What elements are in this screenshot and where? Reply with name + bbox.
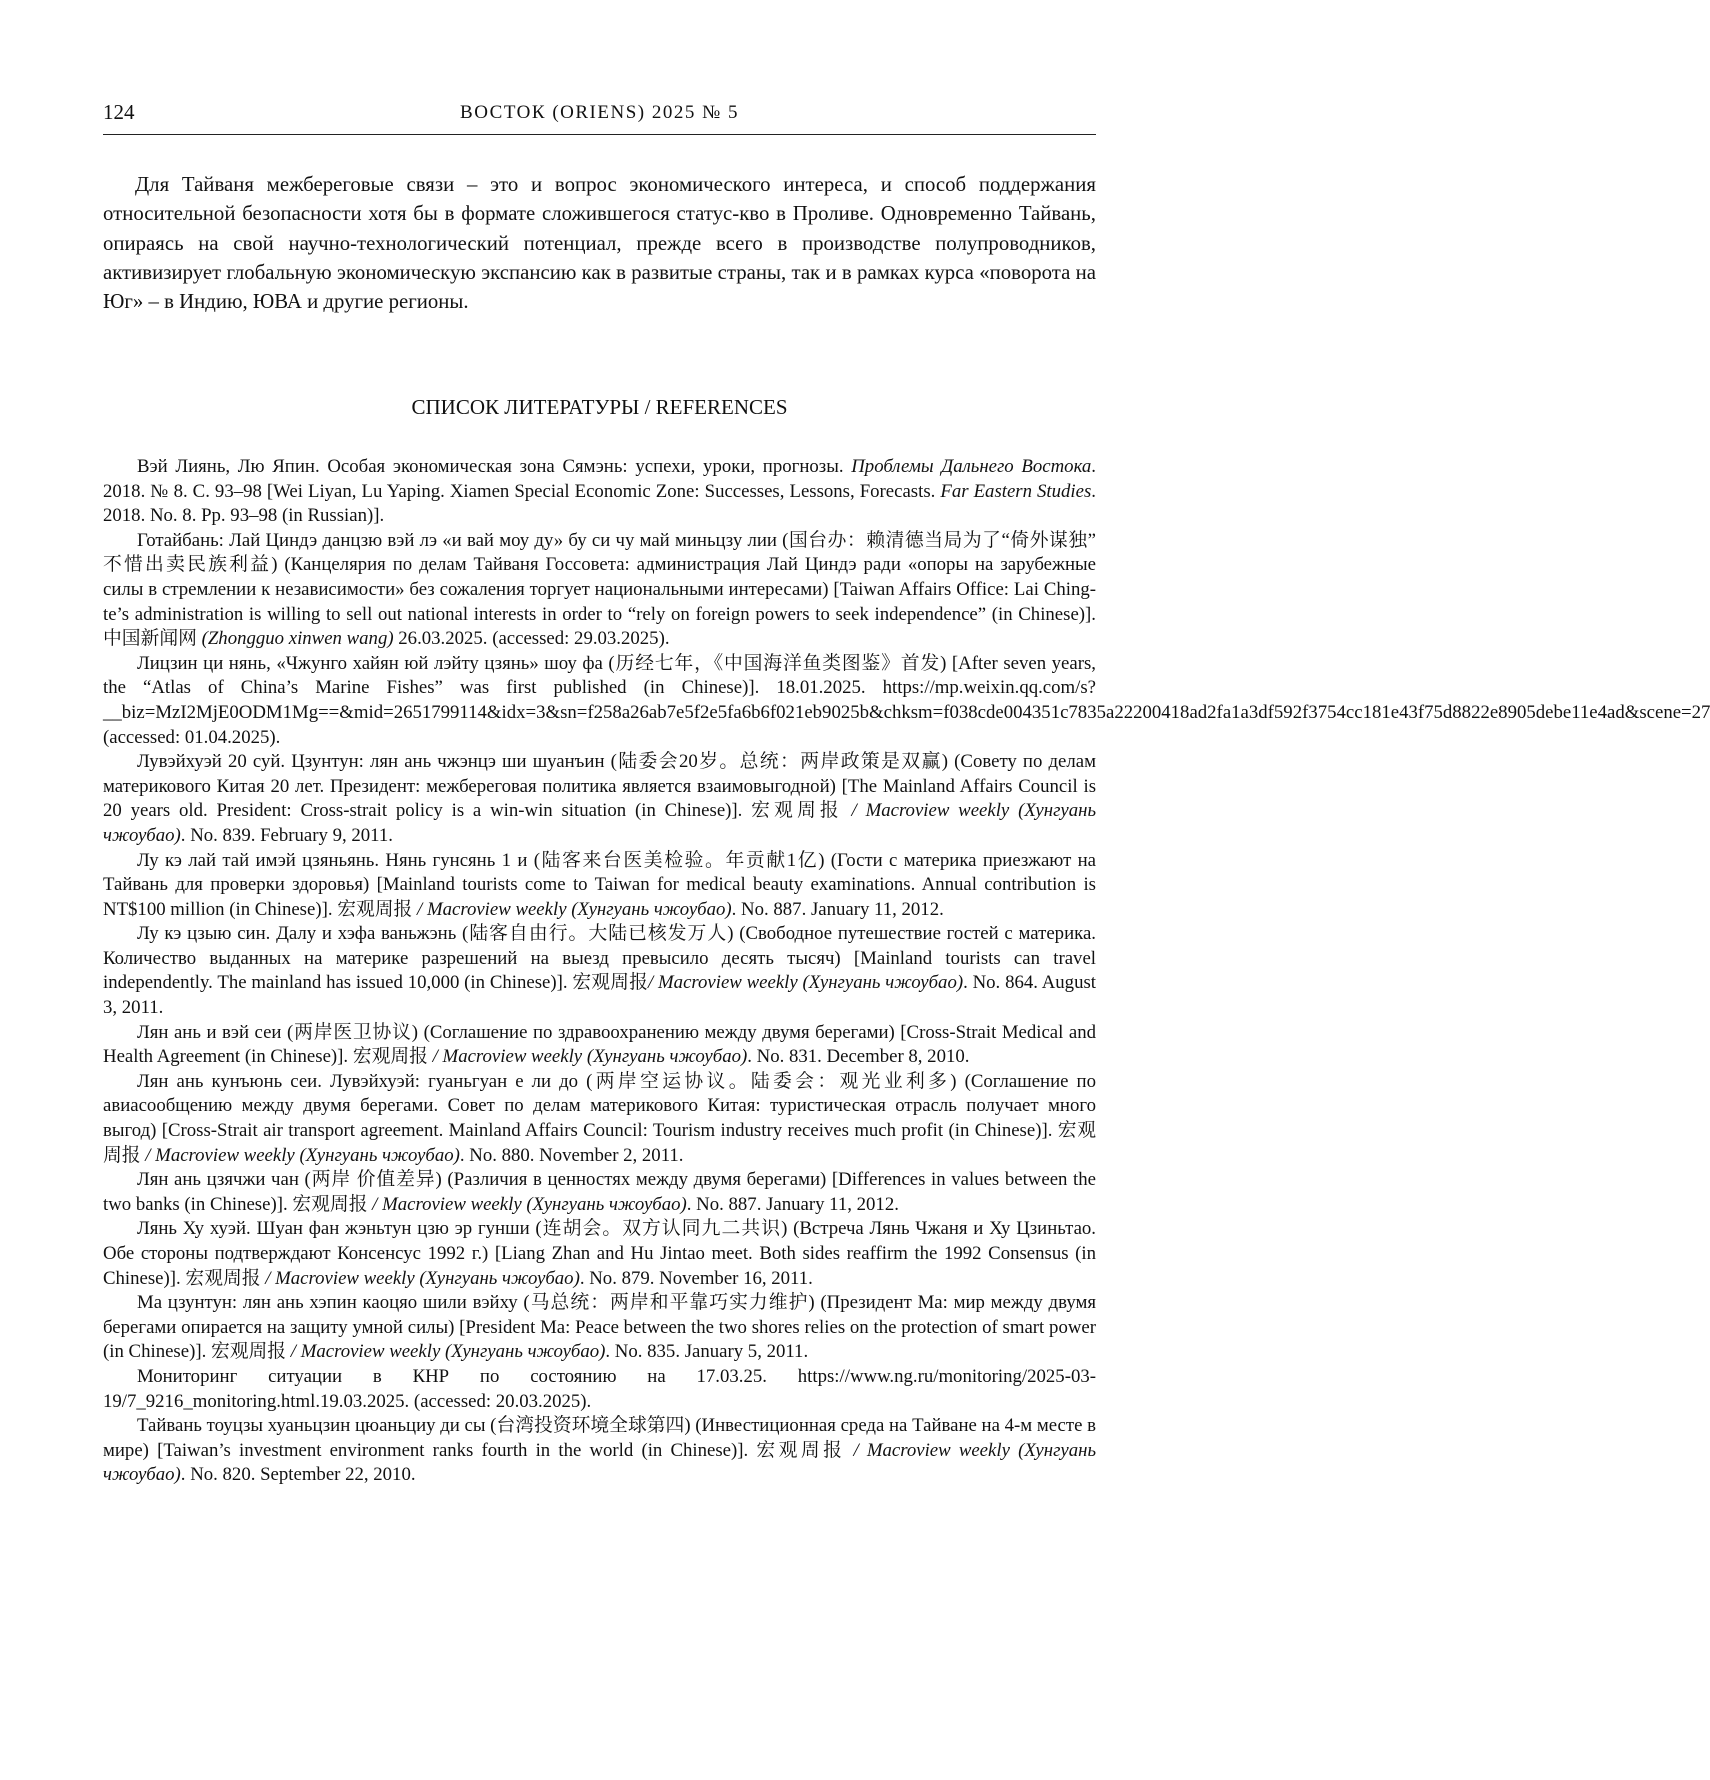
reference-item: Вэй Лиянь, Лю Япин. Особая экономическая зона Сямэнь: успехи, уроки, прогнозы. Проблемы Дальнего Востока. 2018. № 8. С. 93–98 [Wei Liyan, Lu Yaping. Xiamen Special Economic Zone: Successes, Lessons, Forecasts. Far Eastern Studies. 2018. No. 8. Pp. 93–98 (in Russian)].	[103, 455, 1096, 529]
reference-item: Лян ань кунъюнь сеи. Лувэйхуэй: гуаньгуан е ли до (两岸空运协议。陆委会：观光业利多) (Соглашение по авиасообщению между двумя берегами. Совет по делам материкового Китая: туристическая отрасль получает много выгод) [Cross-Strait air transport agreement. Mainland Affairs Council: Tourism industry receives much profit (in Chinese)]. 宏观周报 / Macroview weekly (Хунгуань чжоубао). No. 880. November 2, 2011.	[103, 1070, 1096, 1168]
references-heading: СПИСОК ЛИТЕРАТУРЫ / REFERENCES	[103, 395, 1096, 420]
body-paragraph: Для Тайваня межбереговые связи – это и вопрос экономического интереса, и способ поддержания относительной безопасности хотя бы в формате сложившегося статус-кво в Проливе. Одновременно Тайвань, опираясь на свой научно-технологический потенциал, прежде всего в производстве полупроводников, активизирует глобальную экономическую экспансию как в развитые страны, так и в рамках курса «поворота на Юг» – в Индию, ЮВА и другие регионы.	[103, 170, 1096, 316]
reference-item: Лу кэ лай тай имэй цзяньянь. Нянь гунсянь 1 и (陆客来台医美检验。年贡献1亿) (Гости с материка приезжают на Тайвань для проверки здоровья) [Mainland tourists come to Taiwan for medical beauty examinations. Annual contribution is NT$100 million (in Chinese)]. 宏观周报 / Macroview weekly (Хунгуань чжоубао). No. 887. January 11, 2012.	[103, 849, 1096, 923]
reference-item: Лян ань цзячжи чан (两岸 价值差异) (Различия в ценностях между двумя берегами) [Differences in values between the two banks (in Chinese)]. 宏观周报 / Macroview weekly (Хунгуань чжоубао). No. 887. January 11, 2012.	[103, 1168, 1096, 1217]
journal-title: ВОСТОК (ORIENS) 2025 № 5	[103, 102, 1096, 124]
reference-item: Мониторинг ситуации в КНР по состоянию на 17.03.25. https://www.ng.ru/monitoring/2025-03-19/7_9216_monitoring.html.19.03.2025. (accessed: 20.03.2025).	[103, 1365, 1096, 1414]
reference-item: Лян ань и вэй сеи (两岸医卫协议) (Соглашение по здравоохранению между двумя берегами) [Cross-Strait Medical and Health Agreement (in Chinese)]. 宏观周报 / Macroview weekly (Хунгуань чжоубао). No. 831. December 8, 2010.	[103, 1021, 1096, 1070]
journal-page	[0, 0, 1200, 1780]
reference-item: Готайбань: Лай Циндэ данцзю вэй лэ «и вай моу ду» бу си чу май миньцзу лии (国台办：赖清德当局为了“倚外谋独” 不惜出卖民族利益) (Канцелярия по делам Тайваня Госсовета: администрация Лай Циндэ ради «опоры на зарубежные силы в стремлении к независимости» без сожаления торгует национальными интересами) [Taiwan Affairs Office: Lai Ching-te’s administration is willing to sell out national interests in order to “rely on foreign powers to seek independence” (in Chinese)]. 中国新闻网 (Zhongguo xinwen wang) 26.03.2025. (accessed: 29.03.2025).	[103, 529, 1096, 652]
reference-item: Лу кэ цзыю син. Далу и хэфа ваньжэнь (陆客自由行。大陆已核发万人) (Свободное путешествие гостей с материка. Количество выданных на материке разрешений на выезд превысило десять тысяч) [Mainland tourists can travel independently. The mainland has issued 10,000 (in Chinese)]. 宏观周报/ Macroview weekly (Хунгуань чжоубао). No. 864. August 3, 2011.	[103, 922, 1096, 1020]
page-number: 124	[103, 100, 135, 125]
reference-item: Лувэйхуэй 20 суй. Цзунтун: лян ань чжэнцэ ши шуанъин (陆委会20岁。总统：两岸政策是双赢) (Совету по делам материкового Китая 20 лет. Президент: межбереговая политика является взаимовыгодной) [The Mainland Affairs Council is 20 years old. President: Cross-strait policy is a win-win situation (in Chinese)]. 宏观周报 / Macroview weekly (Хунгуань чжоубао). No. 839. February 9, 2011.	[103, 750, 1096, 848]
reference-item: Тайвань тоуцзы хуаньцзин цюаньциу ди сы (台湾投资环境全球第四) (Инвестиционная среда на Тайване на 4-м месте в мире) [Taiwan’s investment environment ranks fourth in the world (in Chinese)]. 宏观周报 / Macroview weekly (Хунгуань чжоубао). No. 820. September 22, 2010.	[103, 1414, 1096, 1488]
reference-item: Лянь Ху хуэй. Шуан фан жэньтун цзю эр гунши (连胡会。双方认同九二共识) (Встреча Лянь Чжаня и Ху Цзиньтао. Обе стороны подтверждают Консенсус 1992 г.) [Liang Zhan and Hu Jintao meet. Both sides reaffirm the 1992 Consensus (in Chinese)]. 宏观周报 / Macroview weekly (Хунгуань чжоубао). No. 879. November 16, 2011.	[103, 1217, 1096, 1291]
reference-item: Лицзин ци нянь, «Чжунго хайян юй лэйту цзянь» шоу фа (历经七年，《中国海洋鱼类图鉴》首发) [After seven years, the “Atlas of China’s Marine Fishes” was first published (in Chinese)]. 18.01.2025. https://mp.weixin.qq.com/s?__biz=MzI2MjE0ODM1Mg==&mid=2651799114&idx=3&sn=f258a26ab7e5f2e5fa6b6f021eb9025b&chksm=f038cde004351c7835a22200418ad2fa1a3df592f3754cc181e43f75d8822e8905debe11e4ad&scene=27 (accessed: 01.04.2025).	[103, 652, 1096, 750]
reference-item: Ма цзунтун: лян ань хэпин каоцяо шили вэйху (马总统：两岸和平靠巧实力维护) (Президент Ма: мир между двумя берегами опирается на защиту умной силы) [President Ma: Peace between the two shores relies on the protection of smart power (in Chinese)]. 宏观周报 / Macroview weekly (Хунгуань чжоубао). No. 835. January 5, 2011.	[103, 1291, 1096, 1365]
running-header	[103, 100, 1096, 135]
reference-list	[103, 455, 1096, 1488]
